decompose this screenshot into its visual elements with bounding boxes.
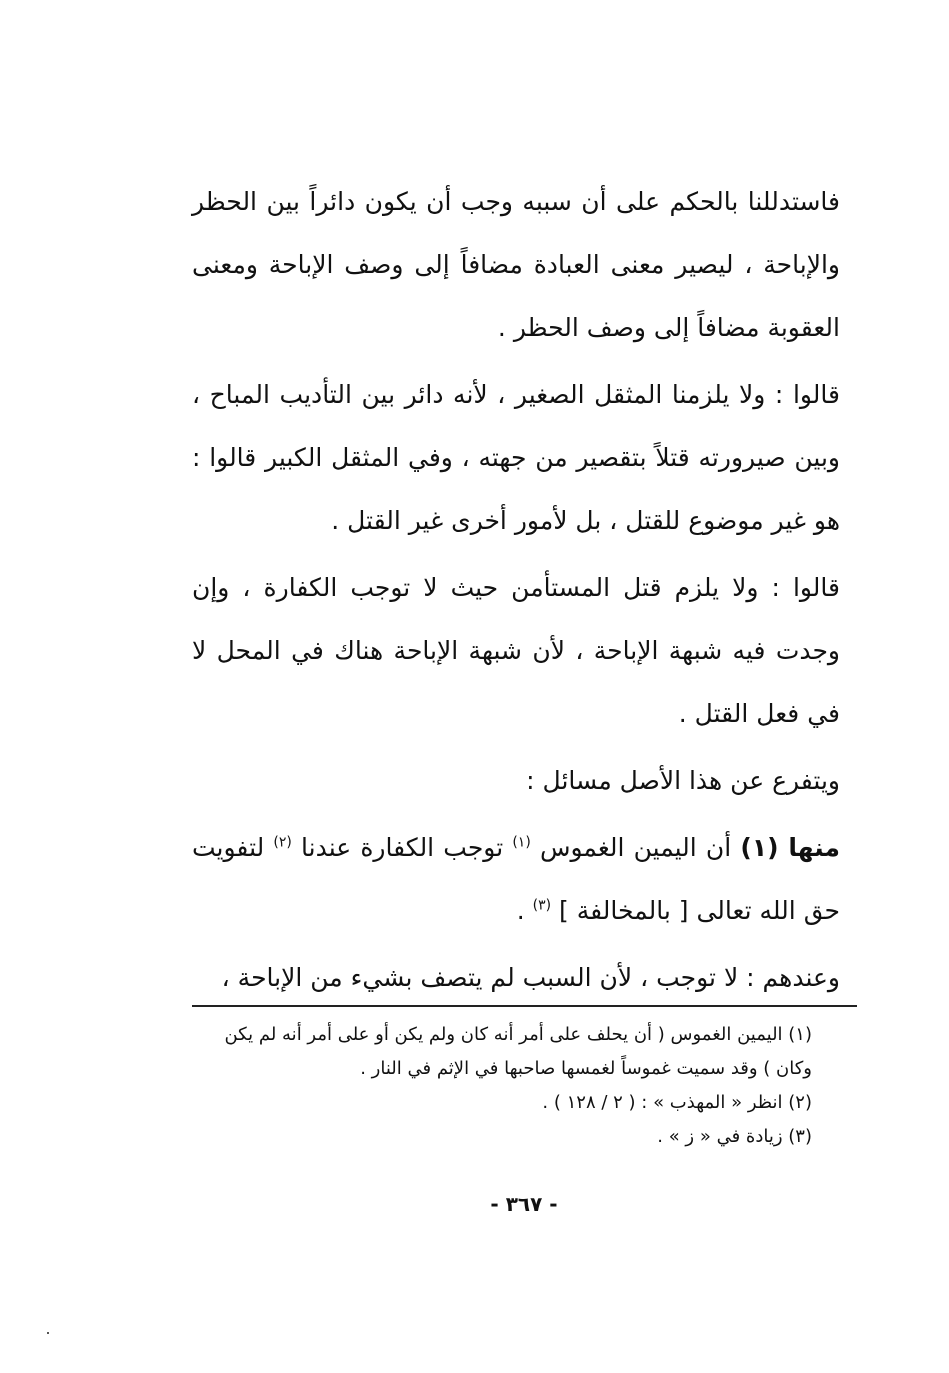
- paragraph-3: قالوا : ولا يلزم قتل المستأمن حيث لا توجب الكفارة ، وإن وجدت فيه شبهة الإباحة ، لأن شبهة الإباحة هناك في المحل لا في فعل القتل .: [192, 573, 840, 728]
- paragraph-5-part-b: توجب الكفارة عندنا: [301, 833, 504, 862]
- scan-speck: [47, 1332, 49, 1334]
- paragraph-2: قالوا : ولا يلزمنا المثقل الصغير ، لأنه دائر بين التأديب المباح ، وبين صيرورته قتلاً بتقصير من جهته ، وفي المثقل الكبير قالوا : هو غير موضوع للقتل ، بل لأمور أخرى غير القتل .: [192, 380, 840, 535]
- footnotes: [192, 1018, 812, 1154]
- footnote-3: (٣) زيادة في « ز » .: [657, 1126, 812, 1147]
- paragraph-5-part-a: أن اليمين الغموس: [539, 833, 732, 862]
- page-number: - ٣٦٧ -: [490, 1192, 558, 1216]
- paragraph-5-part-c: لتفويت حق الله تعالى [ بالمخالفة ]: [192, 833, 840, 925]
- paragraph-6: وعندهم : لا توجب ، لأن السبب لم يتصف بشيء من الإباحة ،: [221, 963, 840, 992]
- issue-label: منها (١): [740, 833, 840, 862]
- footnote-1: (١) اليمين الغموس ( أن يحلف على أمر أنه كان ولم يكن أو على أمر أنه لم يكن وكان ) وقد سميت غموساً لغمسها صاحبها في الإثم في النار .: [224, 1024, 812, 1079]
- paragraph-5-part-d: .: [516, 896, 525, 925]
- paragraph-4: ويتفرع عن هذا الأصل مسائل :: [526, 766, 840, 795]
- footnote-ref-3: (٣): [532, 897, 552, 914]
- footnote-divider: [192, 1005, 857, 1007]
- main-text: [192, 170, 840, 1009]
- footnote-2: (٢) انظر « المهذب » : ( ٢ / ١٢٨ ) .: [542, 1092, 812, 1113]
- paragraph-1: فاستدللنا بالحكم على أن سببه وجب أن يكون دائراً بين الحظر والإباحة ، ليصير معنى العبادة مضافاً إلى وصف الإباحة ومعنى العقوبة مضافاً إلى وصف الحظر .: [192, 187, 840, 342]
- paragraph-5: [192, 816, 840, 942]
- footnote-ref-1: (١): [512, 834, 531, 851]
- footnote-ref-2: (٢): [273, 834, 292, 851]
